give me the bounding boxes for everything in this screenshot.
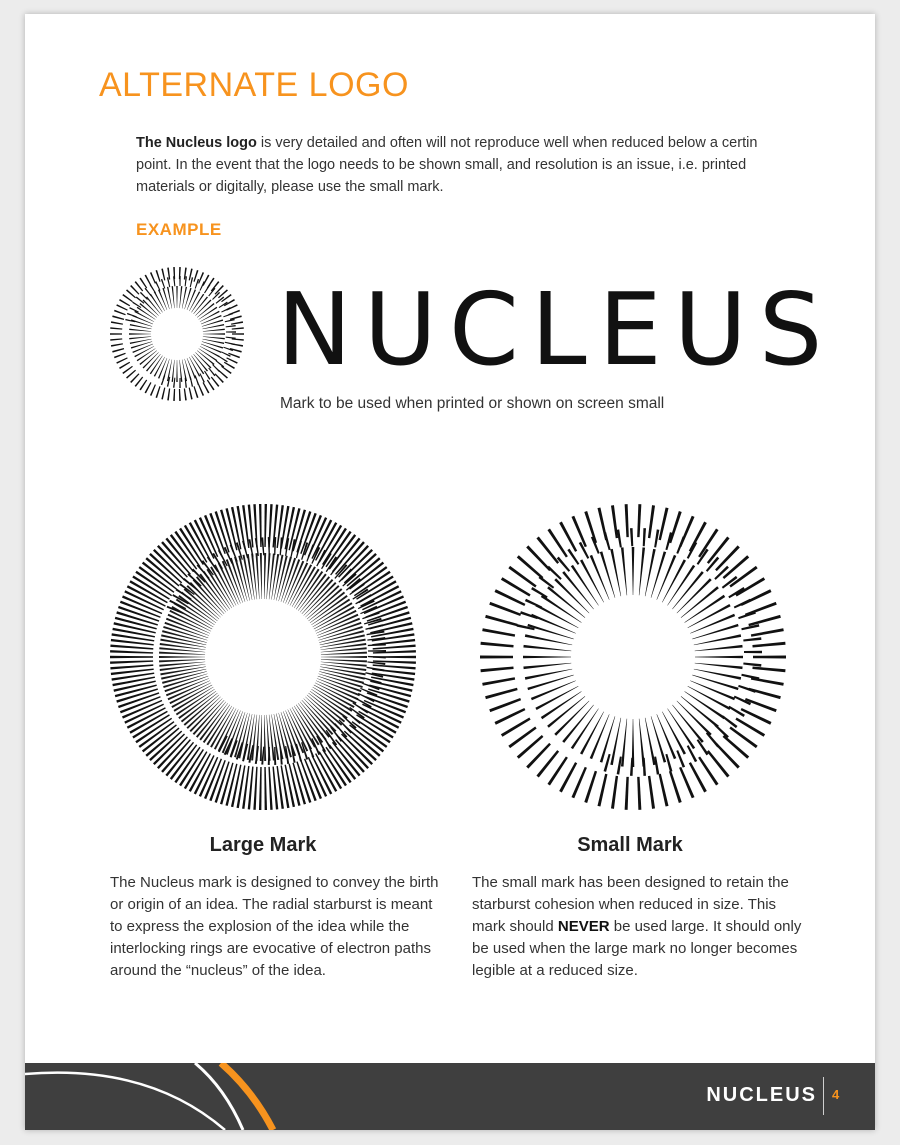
page-title: ALTERNATE LOGO	[99, 66, 409, 104]
footer-swoosh-decoration	[25, 1063, 285, 1130]
large-mark-description: The Nucleus mark is designed to convey the birth or origin of an idea. The radial starburst is meant to express the explosion of the idea while the interlocking rings are evocative of electron paths around the “nucleus” of the idea.	[110, 874, 439, 979]
starburst-small-mark-icon	[478, 502, 788, 812]
small-mark-title: Small Mark	[577, 834, 683, 856]
intro-bold-lead: The Nucleus logo	[136, 135, 257, 151]
brand-guide-page	[25, 14, 875, 1130]
small-mark-desc-emphasis: NEVER	[557, 918, 610, 935]
small-mark-desc-part2: be used large. It should only be used when the large mark no longer becomes legible at a reduced size.	[472, 918, 802, 979]
intro-text: is very detailed and often will not reproduce well when reduced below a certin point. In the event that the logo needs to be shown small, and resolution is an issue, i.e. printed materials or digitally, please use the small mark.	[136, 135, 758, 195]
footer-brand: NUCLEUS	[706, 1084, 817, 1106]
starburst-mark-icon	[109, 266, 245, 402]
wordmark-caption: Mark to be used when printed or shown on screen small	[280, 395, 665, 412]
footer-divider	[823, 1077, 824, 1115]
small-mark-description	[472, 872, 802, 982]
intro-paragraph	[136, 132, 786, 198]
page-number: 4	[832, 1087, 840, 1102]
large-mark-title: Large Mark	[209, 834, 317, 856]
starburst-large-mark-icon	[108, 502, 418, 812]
small-mark-desc-part1: The small mark has been designed to retain the starburst cohesion when reduced in size. This mark should	[472, 874, 789, 935]
nucleus-wordmark: NUCLEUS	[277, 271, 835, 388]
page-footer	[25, 1063, 875, 1130]
example-heading: EXAMPLE	[136, 220, 222, 239]
